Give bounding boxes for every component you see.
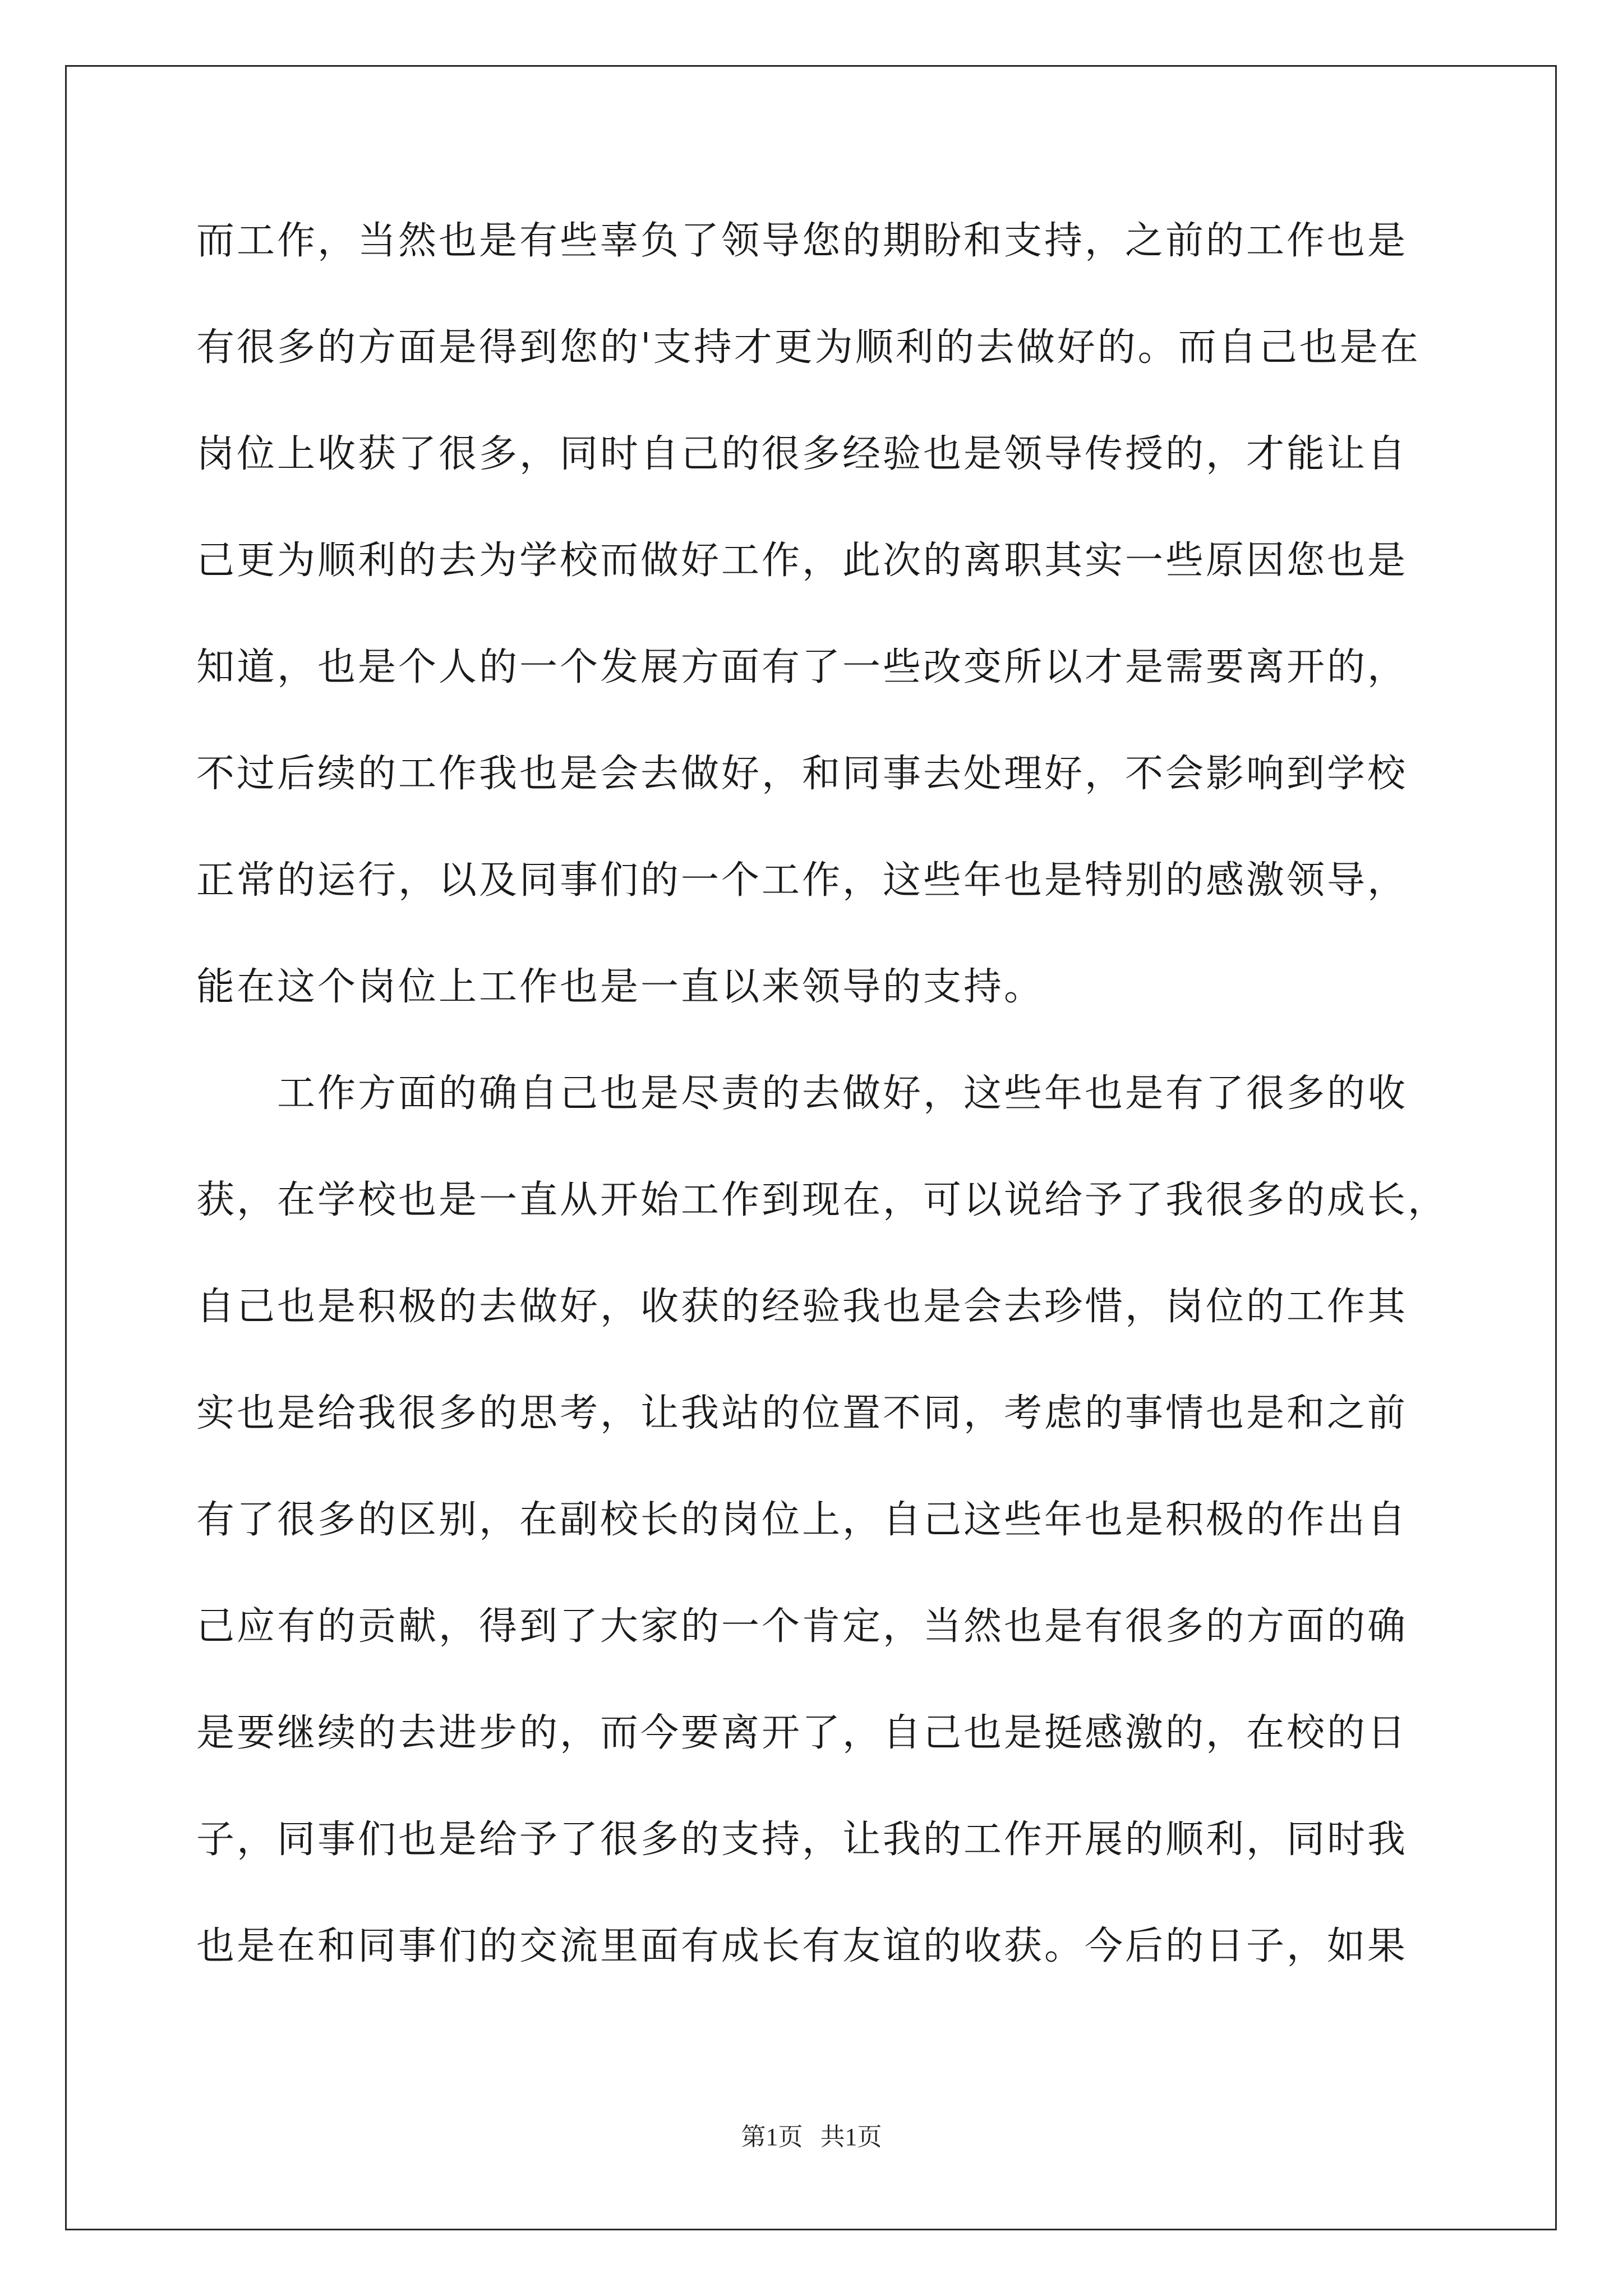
text-line: 不过后续的工作我也是会去做好，和同事去处理好，不会影响到学校 — [196, 752, 1408, 796]
text-line: 也是在和同事们的交流里面有成长有友谊的收获。今后的日子，如果 — [196, 1924, 1408, 1968]
text-line: 实也是给我很多的思考，让我站的位置不同，考虑的事情也是和之前 — [196, 1391, 1408, 1435]
text-line: 己应有的贡献，得到了大家的一个肯定，当然也是有很多的方面的确 — [196, 1604, 1408, 1649]
page-border — [65, 65, 1557, 2230]
text-line: 有了很多的区别，在副校长的岗位上，自己这些年也是积极的作出自 — [196, 1498, 1408, 1542]
text-line: 能在这个岗位上工作也是一直以来领导的支持。 — [196, 965, 1045, 1009]
page-number: 第1页 — [741, 2123, 803, 2151]
text-line: 正常的运行，以及同事们的一个工作，这些年也是特别的感激领导， — [196, 858, 1408, 903]
text-line: 岗位上收获了很多，同时自己的很多经验也是领导传授的，才能让自 — [196, 432, 1408, 476]
text-line: 己更为顺利的去为学校而做好工作，此次的离职其实一些原因您也是 — [196, 539, 1408, 583]
text-line: 知道，也是个人的一个发展方面有了一些改变所以才是需要离开的， — [196, 645, 1408, 689]
text-line: 子，同事们也是给予了很多的支持，让我的工作开展的顺利，同时我 — [196, 1818, 1408, 1862]
text-line: 而工作，当然也是有些辜负了领导您的期盼和支持，之前的工作也是 — [196, 219, 1408, 263]
text-line: 获，在学校也是一直从开始工作到现在，可以说给予了我很多的成长， — [196, 1178, 1449, 1222]
text-line: 有很多的方面是得到您的'支持才更为顺利的去做好的。而自己也是在 — [196, 325, 1421, 370]
text-line: 是要继续的去进步的，而今要离开了，自己也是挺感激的，在校的日 — [196, 1711, 1408, 1755]
page-footer — [0, 2120, 1623, 2154]
page-total: 共1页 — [820, 2123, 882, 2151]
text-line: 工作方面的确自己也是尽责的去做好，这些年也是有了很多的收 — [196, 1071, 1408, 1116]
text-line: 自己也是积极的去做好，收获的经验我也是会去珍惜，岗位的工作其 — [196, 1285, 1408, 1329]
